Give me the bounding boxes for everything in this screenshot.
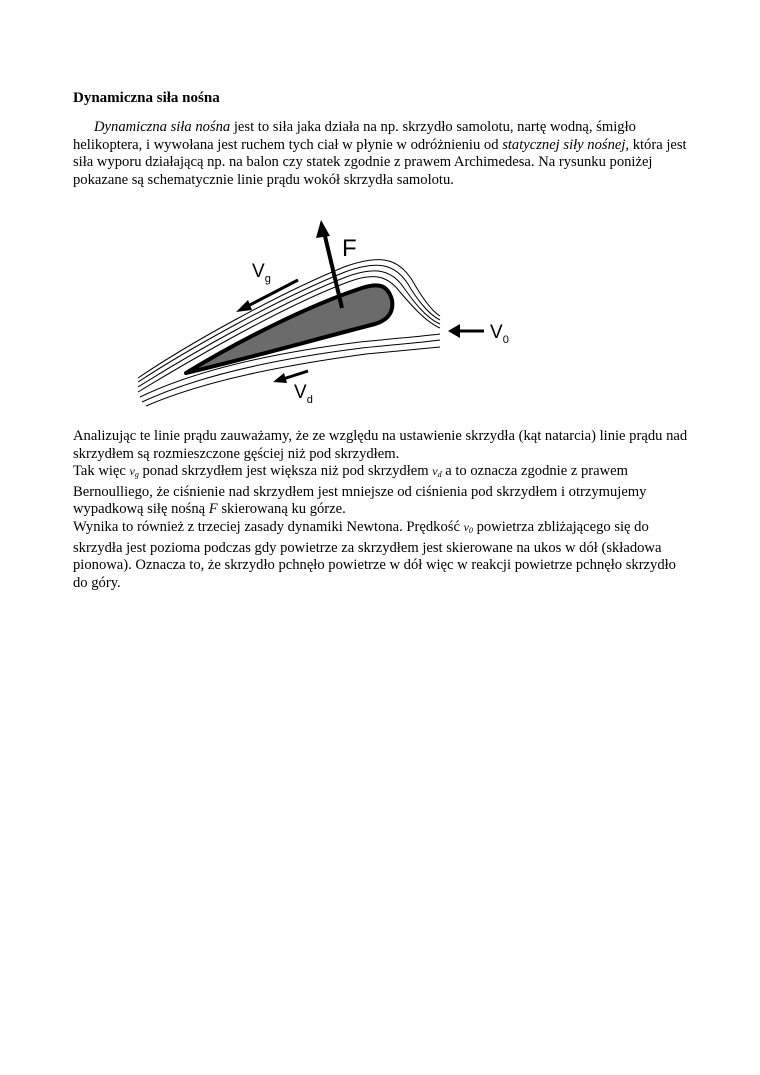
symbol-vg: $v_g$ xyxy=(129,464,139,480)
label-vd: $V_d$ xyxy=(294,382,313,406)
term-static-lift: statycznej siły nośnej xyxy=(502,136,626,153)
label-vg: $V_g$ xyxy=(252,261,271,285)
analysis-line-3: Wynika to również z trzeciej zasady dynamiki Newtona. Prędkość $v_0$ powietrza zbliżającego się do skrzydła jest pozioma podczas gdy powietrze za skrzydłem jest skierowane na ukos w dół (składowa pionowa). Oznacza to, że skrzydło pchnęło powietrze w dół więc w reakcji powietrze pchnęło skrzydło do góry. xyxy=(73,518,676,591)
intro-text-1: jest to siła jaka działa na np. skrzydło samolotu, nartę wodną, śmigło helikoptera, i wywołana jest ruchem tych ciał w płynie w odróżnieniu od xyxy=(73,119,636,153)
analysis-paragraph xyxy=(73,428,693,592)
label-F: F xyxy=(342,235,357,262)
term-dynamic-lift: Dynamiczna siła nośna xyxy=(94,119,231,135)
label-v0: $V_0$ xyxy=(490,322,509,346)
intro-paragraph xyxy=(73,119,693,189)
symbol-v0: $v_0$ xyxy=(463,519,473,535)
section-heading: Dynamiczna siła nośna xyxy=(73,90,220,106)
intro-text-2: , która jest siła wyporu działającą np. na balon czy statek zgodnie z prawem Archimedesa. Na rysunku poniżej pokazane są schematycznie linie prądu wokół skrzydła samolotu. xyxy=(73,136,687,188)
airfoil-shape xyxy=(186,285,392,373)
symbol-vd: $v_d$ xyxy=(432,464,442,480)
v0-arrow xyxy=(448,324,484,338)
analysis-line-2: Tak więc $v_g$ ponad skrzydłem jest większa niż pod skrzydłem $v_d$ a to oznacza zgodnie z prawem Bernoulliego, że ciśnienie nad skrzydłem jest mniejsze od ciśnienia pod skrzydłem i otrzymujemy wypadkową siłę nośną F skierowaną ku górze. xyxy=(73,463,647,518)
lift-force-arrow xyxy=(316,220,342,308)
analysis-line-1: Analizując te linie prądu zauważamy, że ze względu na ustawienie skrzydła (kąt natarcia) linie prądu nad skrzydłem są rozmieszczone gęściej niż pod skrzydłem. xyxy=(73,428,688,462)
airfoil-streamlines-diagram xyxy=(130,210,530,410)
symbol-F: F xyxy=(208,501,218,518)
